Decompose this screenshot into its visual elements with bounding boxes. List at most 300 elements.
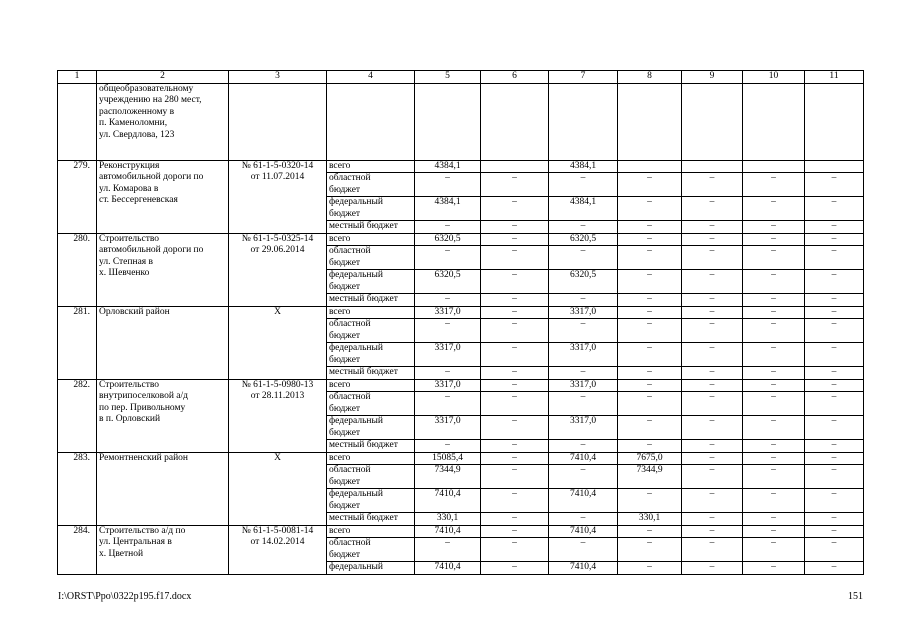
funding-source-line: федеральный — [329, 562, 383, 572]
continuation-row — [58, 83, 864, 160]
object-name-line: Орловский район — [99, 306, 170, 317]
amount-cell: – — [481, 319, 549, 343]
funding-source — [327, 233, 415, 246]
amount-cell: – — [618, 392, 682, 416]
funding-source-line: местный бюджет — [329, 221, 398, 231]
table-row — [58, 452, 864, 465]
object-name-line: расположенному в — [99, 106, 175, 117]
amount-cell: 6320,5 — [549, 233, 618, 246]
amount-cell: – — [805, 452, 864, 465]
amount-cell: 7675,0 — [618, 452, 682, 465]
amount-cell: – — [481, 440, 549, 453]
amount-cell: – — [549, 465, 618, 489]
table-row — [58, 306, 864, 319]
amount-cell: – — [618, 562, 682, 575]
funding-source-line: бюджет — [329, 549, 361, 560]
amount-cell: – — [415, 221, 481, 234]
amount-cell: – — [743, 367, 805, 380]
amount-cell: 3317,0 — [415, 416, 481, 440]
amount-cell: – — [682, 197, 743, 221]
amount-cell: – — [805, 367, 864, 380]
amount-cell: – — [682, 246, 743, 270]
amount-cell: – — [743, 416, 805, 440]
table-row — [58, 379, 864, 392]
amount-cell: – — [682, 465, 743, 489]
object-name-line: х. Шевченко — [99, 268, 150, 278]
amount-cell: – — [805, 525, 864, 538]
amount-cell: – — [682, 306, 743, 319]
program-table — [57, 70, 864, 575]
funding-source-line: федеральный — [329, 416, 383, 426]
document-line: Х — [274, 452, 281, 463]
document-number — [229, 525, 327, 574]
amount-cell: 3317,0 — [549, 306, 618, 319]
object-name-line: ул. Центральная в — [99, 537, 172, 547]
amount-cell: – — [618, 367, 682, 380]
funding-source-line: всего — [329, 233, 351, 244]
table-cell — [743, 83, 805, 160]
column-number-header: 10 — [743, 71, 805, 84]
funding-source — [327, 538, 415, 562]
amount-cell — [805, 160, 864, 173]
amount-cell: – — [682, 319, 743, 343]
column-number-header: 5 — [415, 71, 481, 84]
amount-cell: – — [481, 392, 549, 416]
table-cell — [97, 83, 229, 160]
amount-cell: – — [415, 440, 481, 453]
funding-source-line: всего — [329, 525, 351, 536]
page-number: 151 — [848, 591, 863, 602]
amount-cell: – — [805, 416, 864, 440]
column-number-header: 3 — [229, 71, 327, 84]
amount-cell: – — [481, 513, 549, 526]
column-number-header: 11 — [805, 71, 864, 84]
amount-cell: – — [415, 173, 481, 197]
document-number — [229, 233, 327, 306]
amount-cell: – — [743, 379, 805, 392]
amount-cell: – — [805, 306, 864, 319]
funding-source-line: бюджет — [329, 354, 361, 365]
amount-cell: – — [481, 343, 549, 367]
funding-source-line: всего — [329, 452, 351, 463]
object-name-line: ул. Свердлова, 123 — [99, 129, 175, 140]
object-name-line: автомобильной дороги по — [99, 245, 204, 255]
item-number: 279. — [58, 160, 97, 233]
column-number-header: 1 — [58, 71, 97, 84]
amount-cell: – — [618, 343, 682, 367]
amount-cell: – — [743, 452, 805, 465]
amount-cell: – — [743, 319, 805, 343]
amount-cell: – — [743, 489, 805, 513]
amount-cell — [743, 160, 805, 173]
item-number: 280. — [58, 233, 97, 306]
funding-source-line: федеральный — [329, 343, 383, 353]
funding-source — [327, 173, 415, 197]
amount-cell: – — [481, 538, 549, 562]
amount-cell: – — [743, 525, 805, 538]
amount-cell: – — [805, 465, 864, 489]
amount-cell: – — [682, 416, 743, 440]
amount-cell — [682, 160, 743, 173]
table-cell — [805, 83, 864, 160]
amount-cell: 7410,4 — [549, 562, 618, 575]
amount-cell: 330,1 — [415, 513, 481, 526]
amount-cell: 3317,0 — [549, 379, 618, 392]
amount-cell: – — [618, 440, 682, 453]
amount-cell: – — [618, 319, 682, 343]
funding-source — [327, 319, 415, 343]
amount-cell: – — [682, 489, 743, 513]
object-name-line: ул. Степная в — [99, 256, 154, 267]
amount-cell: – — [618, 246, 682, 270]
amount-cell: 7410,4 — [549, 452, 618, 465]
amount-cell: – — [743, 197, 805, 221]
document-line: № 61-1-5-0980-13 — [241, 379, 314, 390]
document-line: Х — [274, 306, 281, 317]
object-name-line: учреждению на 280 мест, — [99, 95, 202, 105]
document-number — [229, 452, 327, 525]
amount-cell: – — [618, 538, 682, 562]
funding-source-line: местный бюджет — [329, 513, 398, 523]
amount-cell: – — [743, 306, 805, 319]
amount-cell: – — [805, 440, 864, 453]
table-row — [58, 233, 864, 246]
amount-cell: 3317,0 — [549, 343, 618, 367]
amount-cell: – — [682, 538, 743, 562]
funding-source-line: областной — [329, 173, 371, 183]
amount-cell: 7410,4 — [415, 562, 481, 575]
funding-source — [327, 379, 415, 392]
amount-cell: – — [481, 270, 549, 294]
item-number: 281. — [58, 306, 97, 379]
amount-cell: – — [682, 525, 743, 538]
amount-cell: 6320,5 — [549, 270, 618, 294]
document-line: от 28.11.2013 — [250, 391, 305, 401]
amount-cell: – — [481, 367, 549, 380]
funding-source-line: бюджет — [329, 184, 361, 195]
object-name — [97, 452, 229, 525]
amount-cell: – — [682, 452, 743, 465]
amount-cell: – — [618, 173, 682, 197]
amount-cell: – — [682, 294, 743, 307]
amount-cell: – — [618, 416, 682, 440]
object-name-line: автомобильной дороги по — [99, 172, 204, 182]
funding-source-line: областной — [329, 319, 371, 329]
amount-cell: – — [415, 367, 481, 380]
amount-cell: – — [805, 197, 864, 221]
amount-cell: – — [415, 319, 481, 343]
amount-cell: – — [481, 197, 549, 221]
amount-cell: 4384,1 — [415, 197, 481, 221]
amount-cell: 3317,0 — [415, 306, 481, 319]
amount-cell: 4384,1 — [549, 160, 618, 173]
amount-cell — [481, 160, 549, 173]
amount-cell: – — [618, 306, 682, 319]
amount-cell: – — [682, 367, 743, 380]
table-cell — [549, 83, 618, 160]
funding-source — [327, 160, 415, 173]
amount-cell: – — [549, 319, 618, 343]
amount-cell: – — [549, 173, 618, 197]
amount-cell: 6320,5 — [415, 233, 481, 246]
funding-source-line: местный бюджет — [329, 440, 398, 450]
object-name — [97, 379, 229, 452]
object-name-line: х. Цветной — [99, 548, 144, 559]
funding-source-line: бюджет — [329, 476, 361, 487]
amount-cell: – — [618, 379, 682, 392]
amount-cell: – — [682, 173, 743, 197]
funding-source-line: бюджет — [329, 403, 361, 414]
column-number-header: 4 — [327, 71, 415, 84]
amount-cell: – — [805, 173, 864, 197]
amount-cell: – — [805, 489, 864, 513]
column-number-header: 8 — [618, 71, 682, 84]
item-number: 284. — [58, 525, 97, 574]
amount-cell: – — [549, 440, 618, 453]
amount-cell: – — [549, 513, 618, 526]
amount-cell: – — [549, 367, 618, 380]
funding-source — [327, 562, 415, 575]
amount-cell: – — [743, 294, 805, 307]
object-name-line: по пер. Привольному — [99, 402, 186, 413]
funding-source-line: бюджет — [329, 257, 361, 268]
amount-cell: – — [805, 270, 864, 294]
funding-source — [327, 489, 415, 513]
amount-cell: – — [481, 562, 549, 575]
object-name-line: ст. Бессергеневская — [99, 195, 178, 205]
amount-cell: – — [805, 233, 864, 246]
amount-cell: – — [682, 440, 743, 453]
amount-cell: – — [481, 452, 549, 465]
amount-cell: – — [415, 392, 481, 416]
funding-source-line: федеральный — [329, 270, 383, 280]
funding-source — [327, 452, 415, 465]
funding-source-line: бюджет — [329, 208, 361, 219]
header-row — [58, 71, 864, 84]
object-name-line: п. Каменоломни, — [99, 118, 168, 128]
amount-cell: – — [481, 379, 549, 392]
amount-cell: – — [743, 392, 805, 416]
document-line: от 14.02.2014 — [250, 537, 305, 547]
amount-cell: – — [549, 246, 618, 270]
amount-cell: – — [481, 233, 549, 246]
funding-source-line: всего — [329, 379, 351, 390]
object-name — [97, 306, 229, 379]
table-row — [58, 160, 864, 173]
funding-source-line: областной — [329, 538, 371, 548]
table-cell — [415, 83, 481, 160]
amount-cell: 330,1 — [618, 513, 682, 526]
column-number-header: 6 — [481, 71, 549, 84]
amount-cell: – — [682, 343, 743, 367]
amount-cell: 7344,9 — [415, 465, 481, 489]
funding-source-line: федеральный — [329, 197, 383, 207]
amount-cell: 15085,4 — [415, 452, 481, 465]
object-name — [97, 160, 229, 233]
amount-cell: – — [743, 173, 805, 197]
funding-source — [327, 416, 415, 440]
amount-cell: – — [805, 319, 864, 343]
amount-cell: – — [743, 343, 805, 367]
funding-source-line: всего — [329, 160, 351, 171]
funding-source-line: бюджет — [329, 330, 361, 341]
column-number-header: 2 — [97, 71, 229, 84]
table-cell — [481, 83, 549, 160]
amount-cell: – — [805, 246, 864, 270]
funding-source-line: местный бюджет — [329, 294, 398, 304]
document-line: № 61-1-5-0320-14 — [241, 160, 314, 171]
amount-cell: – — [743, 233, 805, 246]
amount-cell: – — [743, 513, 805, 526]
object-name-line: Ремонтненский район — [99, 452, 189, 463]
object-name-line: Строительство — [99, 379, 160, 390]
amount-cell: – — [618, 489, 682, 513]
amount-cell: – — [481, 306, 549, 319]
funding-source-line: бюджет — [329, 427, 361, 438]
document-number — [229, 306, 327, 379]
amount-cell: – — [481, 489, 549, 513]
amount-cell: – — [549, 221, 618, 234]
funding-source-line: бюджет — [329, 500, 361, 511]
amount-cell: – — [743, 270, 805, 294]
document-line: № 61-1-5-0081-14 — [241, 525, 314, 536]
funding-source — [327, 197, 415, 221]
amount-cell: 3317,0 — [415, 343, 481, 367]
amount-cell: 7410,4 — [549, 525, 618, 538]
funding-source — [327, 246, 415, 270]
amount-cell: – — [481, 525, 549, 538]
item-number: 282. — [58, 379, 97, 452]
amount-cell: – — [743, 465, 805, 489]
amount-cell: – — [549, 294, 618, 307]
document-number — [229, 379, 327, 452]
funding-source — [327, 221, 415, 234]
funding-source-line: областной — [329, 465, 371, 475]
amount-cell: – — [805, 379, 864, 392]
funding-source — [327, 465, 415, 489]
funding-source — [327, 270, 415, 294]
amount-cell: – — [618, 294, 682, 307]
table-cell — [58, 83, 97, 160]
amount-cell: – — [415, 294, 481, 307]
object-name — [97, 233, 229, 306]
funding-source — [327, 440, 415, 453]
amount-cell: – — [805, 562, 864, 575]
amount-cell: – — [481, 173, 549, 197]
object-name-line: Реконструкция — [99, 160, 160, 171]
funding-source — [327, 525, 415, 538]
amount-cell: – — [682, 513, 743, 526]
amount-cell: 4384,1 — [415, 160, 481, 173]
document-number — [229, 160, 327, 233]
amount-cell: 7344,9 — [618, 465, 682, 489]
amount-cell: – — [415, 246, 481, 270]
funding-source-line: всего — [329, 306, 351, 317]
amount-cell: – — [743, 562, 805, 575]
amount-cell: 4384,1 — [549, 197, 618, 221]
footer-file-path: I:\ORST\Ppo\0322p195.f17.docx — [58, 591, 192, 602]
amount-cell: – — [481, 246, 549, 270]
amount-cell: – — [805, 294, 864, 307]
amount-cell: 7410,4 — [549, 489, 618, 513]
amount-cell: – — [481, 294, 549, 307]
amount-cell: – — [805, 513, 864, 526]
amount-cell: – — [549, 392, 618, 416]
funding-source-line: местный бюджет — [329, 367, 398, 377]
column-number-header: 7 — [549, 71, 618, 84]
funding-source — [327, 513, 415, 526]
amount-cell — [618, 160, 682, 173]
amount-cell: – — [805, 538, 864, 562]
amount-cell: – — [743, 538, 805, 562]
amount-cell: 6320,5 — [415, 270, 481, 294]
amount-cell: – — [682, 562, 743, 575]
table-row — [58, 525, 864, 538]
amount-cell: – — [805, 343, 864, 367]
amount-cell: – — [481, 416, 549, 440]
amount-cell: – — [415, 538, 481, 562]
amount-cell: – — [618, 221, 682, 234]
item-number: 283. — [58, 452, 97, 525]
column-number-header: 9 — [682, 71, 743, 84]
object-name-line: Строительство а/д по — [99, 525, 186, 536]
funding-source-line: федеральный — [329, 489, 383, 499]
table-cell — [618, 83, 682, 160]
amount-cell: – — [549, 538, 618, 562]
table-cell — [327, 83, 415, 160]
funding-source — [327, 367, 415, 380]
amount-cell: – — [618, 270, 682, 294]
table-cell — [229, 83, 327, 160]
table-cell — [682, 83, 743, 160]
amount-cell: – — [481, 221, 549, 234]
amount-cell: – — [618, 233, 682, 246]
amount-cell: 7410,4 — [415, 489, 481, 513]
funding-source — [327, 343, 415, 367]
amount-cell: – — [743, 246, 805, 270]
amount-cell: 3317,0 — [549, 416, 618, 440]
object-name — [97, 525, 229, 574]
amount-cell: – — [481, 465, 549, 489]
amount-cell: – — [743, 440, 805, 453]
funding-source-line: областной — [329, 392, 371, 402]
object-name-line: общеобразовательному — [99, 83, 194, 94]
amount-cell: – — [618, 197, 682, 221]
amount-cell: 7410,4 — [415, 525, 481, 538]
object-name-line: Строительство — [99, 233, 160, 244]
amount-cell: – — [682, 270, 743, 294]
document-line: от 29.06.2014 — [250, 245, 305, 255]
amount-cell: – — [743, 221, 805, 234]
amount-cell: – — [682, 233, 743, 246]
amount-cell: – — [682, 392, 743, 416]
amount-cell: – — [618, 525, 682, 538]
funding-source — [327, 392, 415, 416]
amount-cell: – — [805, 392, 864, 416]
document-line: от 11.07.2014 — [250, 172, 305, 182]
funding-source — [327, 306, 415, 319]
funding-source-line: бюджет — [329, 281, 361, 292]
amount-cell: – — [682, 221, 743, 234]
object-name-line: внутрипоселковой а/д — [99, 391, 188, 401]
document-line: № 61-1-5-0325-14 — [241, 233, 314, 244]
amount-cell: 3317,0 — [415, 379, 481, 392]
object-name-line: в п. Орловский — [99, 414, 161, 424]
funding-source — [327, 294, 415, 307]
object-name-line: ул. Комарова в — [99, 183, 159, 194]
funding-source-line: областной — [329, 246, 371, 256]
amount-cell: – — [682, 379, 743, 392]
